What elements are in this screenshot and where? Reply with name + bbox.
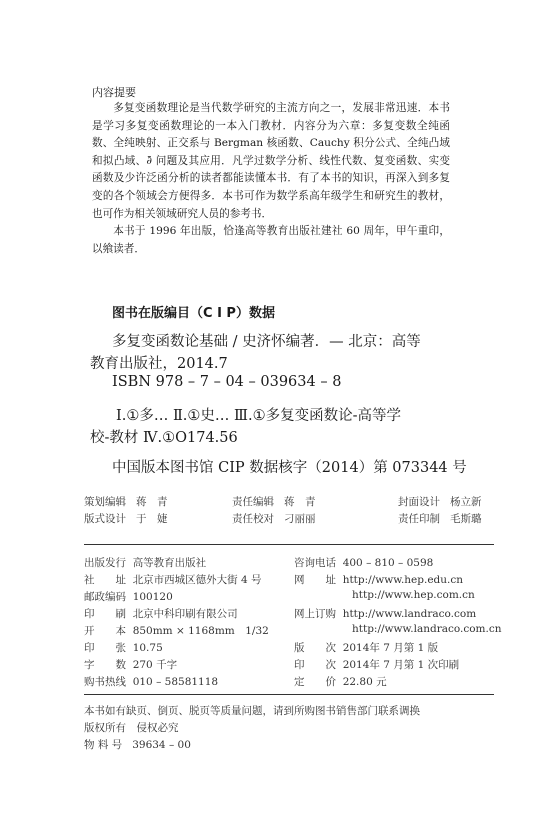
pub-right-row: 定 价 22.80 元	[294, 676, 387, 688]
pub-left-row: 出版发行 高等教育出版社	[84, 557, 207, 569]
abstract-line: 为相关领域研究人员的参考书．	[123, 207, 273, 220]
abstract-line: 能读懂本书．有了本书的知识，再深入到多复变的各个领域会方	[92, 172, 451, 202]
cip-isbn: ISBN 978 – 7 – 04 – 039634 – 8	[112, 374, 342, 390]
pub-left-row: 开 本 850mm × 1168mm 1/32	[84, 625, 269, 637]
footer-copyright: 版权所有 侵权必究	[84, 722, 179, 734]
pub-left-row: 字 数 270 千字	[84, 659, 178, 671]
pub-left-row: 印 张 10.75	[84, 642, 163, 654]
staff-printing: 责任印制 毛斯璐	[398, 513, 482, 525]
staff-planning-editor: 策划编辑 蒋 青	[84, 496, 168, 508]
pub-left-row: 购书热线 010 – 58581118	[84, 676, 219, 688]
pub-left-row: 邮政编码 100120	[84, 591, 173, 603]
pub-left-row: 社 址 北京市西城区德外大街 4 号	[84, 574, 262, 586]
pub-left-row: 印 刷 北京中科印刷有限公司	[84, 608, 238, 620]
divider-top	[84, 544, 494, 545]
abstract-line: 便得多．本书可作为数学系高年级学生和研究生的教材，也可作	[92, 189, 451, 220]
cip-number: 中国版本图书馆 CIP 数据核字（2014）第 073344 号	[112, 460, 467, 476]
abstract-note	[92, 223, 450, 258]
pub-right-row: 印 次 2014年 7 月第 1 次印刷	[294, 659, 460, 671]
abstract-title: 内容提要	[92, 86, 136, 99]
abstract-line: 学分析、线性代数、复变函数、实变函数及少许泛函分析的读者都	[92, 154, 450, 185]
footer-material-number: 物 料 号 39634 – 00	[84, 739, 191, 751]
divider-bottom	[84, 694, 494, 695]
staff-layout-design: 版式设计 于 婕	[84, 513, 168, 525]
cip-classification-1: Ⅰ.①多… Ⅱ.①史… Ⅲ.①多复变函数论-高等学	[116, 408, 402, 424]
staff-responsible-editor: 责任编辑 蒋 青	[232, 496, 316, 508]
pub-right-row: 版 次 2014年 7 月第 1 版	[294, 642, 439, 654]
abstract-line: 章：多复变数全纯函数、全纯映射、正交系与 Bergman 核函数、	[92, 119, 451, 150]
staff-proofreader: 责任校对 刁丽丽	[232, 513, 316, 525]
cip-classification-2: 校-教材 Ⅳ.①O174.56	[90, 430, 238, 446]
pub-right-row: http://www.landraco.com.cn	[352, 623, 502, 635]
cip-line-1: 多复变函数论基础 / 史济怀编著．— 北京：高等	[112, 334, 421, 350]
staff-cover-design: 封面设计 杨立新	[398, 496, 482, 508]
pub-right-row: 网上订购 http://www.landraco.com	[294, 608, 477, 620]
pub-right-row: http://www.hep.com.cn	[352, 589, 475, 601]
abstract-line: 迅速．本书是学习多复变函数理论的一本入门教材．内容分为六	[92, 102, 451, 132]
abstract-line: 多复变函数理论是当代数学研究的主流方向之一，发展非常	[113, 102, 396, 114]
abstract-paragraph	[92, 100, 450, 223]
abstract-note-line: 本书于 1996 年出版，恰逢高等教育出版社建社 60 周年，甲午	[113, 225, 418, 238]
footer-quality-notice: 本书如有缺页、倒页、脱页等质量问题，请到所购图书销售部门联系调换	[84, 705, 420, 717]
cip-line-2: 教育出版社，2014.7	[90, 356, 228, 372]
pub-right-row: 网 址 http://www.hep.edu.cn	[294, 574, 463, 586]
pub-right-row: 咨询电话 400 – 810 – 0598	[294, 557, 434, 569]
abstract-body	[92, 100, 450, 258]
cip-heading: 图书在版编目（C I P）数据	[112, 306, 275, 321]
abstract-line: Cauchy 积分公式、全纯凸域和拟凸域、∂̄ 问题及其应用．凡学过数	[92, 137, 450, 167]
abstract-note-line: 重印，以飨读者．	[92, 225, 450, 255]
